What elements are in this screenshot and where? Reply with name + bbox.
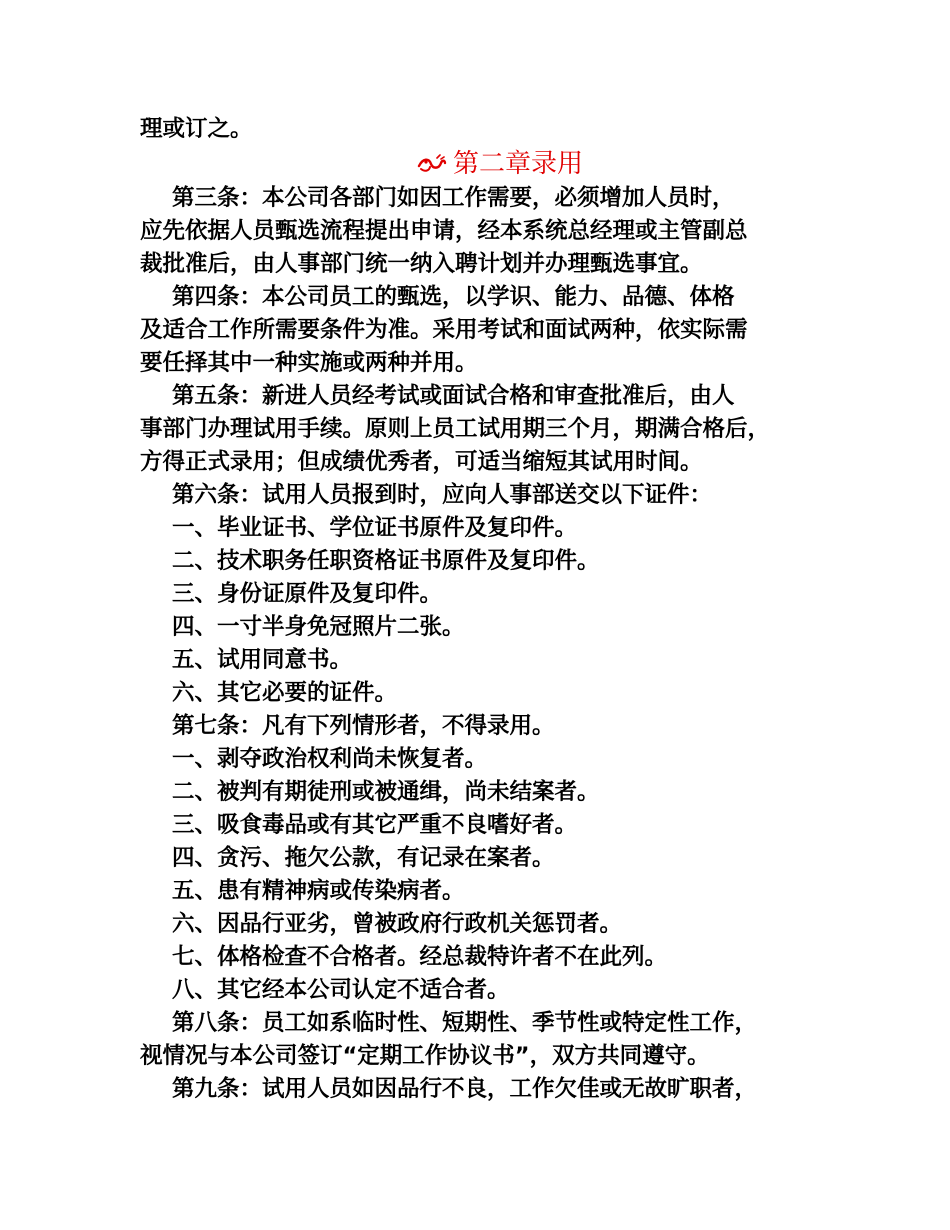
text-line: 七、体格检查不合格者。经总裁特许者不在此列。 bbox=[172, 944, 668, 970]
dragon-ornament-icon bbox=[417, 154, 447, 174]
text-line: 裁批准后，由人事部门统一纳入聘计划并办理甄选事宜。 bbox=[140, 251, 703, 277]
text-line: 及适合工作所需要条件为准。采用考试和面试两种，依实际需 bbox=[140, 317, 748, 343]
text-line: 要任择其中一种实施或两种并用。 bbox=[140, 350, 478, 376]
text-line: 第五条：新进人员经考试或面试合格和审查批准后，由人 bbox=[172, 383, 735, 409]
text-line: 第九条：试用人员如因品行不良，工作欠佳或无故旷职者， bbox=[172, 1076, 758, 1102]
text-line: 四、一寸半身免冠照片二张。 bbox=[172, 614, 465, 640]
text-line: 六、因品行亚劣，曾被政府行政机关惩罚者。 bbox=[172, 911, 623, 937]
text-line: 五、患有精神病或传染病者。 bbox=[172, 878, 465, 904]
text-line: 四、贪污、拖欠公款，有记录在案者。 bbox=[172, 845, 555, 871]
text-line: 方得正式录用；但成绩优秀者，可适当缩短其试用时间。 bbox=[140, 449, 703, 475]
text-line: 事部门办理试用手续。原则上员工试用期三个月，期满合格后， bbox=[140, 416, 771, 442]
text-line: 二、技术职务任职资格证书原件及复印件。 bbox=[172, 548, 600, 574]
text-line: 应先依据人员甄选流程提出申请，经本系统总经理或主管副总 bbox=[140, 218, 748, 244]
text-line: 视情况与本公司签订“定期工作协议书”，双方共同遵守。 bbox=[140, 1043, 710, 1069]
text-line: 第四条：本公司员工的甄选，以学识、能力、品德、体格 bbox=[172, 284, 735, 310]
chapter-heading-text: 第二章录用 bbox=[452, 149, 583, 179]
document-body bbox=[140, 113, 820, 1106]
text-line: 第六条：试用人员报到时，应向人事部送交以下证件： bbox=[172, 482, 713, 508]
text-line: 一、剥夺政治权利尚未恢复者。 bbox=[172, 746, 488, 772]
continuation-line: 理或订之。 bbox=[140, 116, 253, 142]
chapter-heading bbox=[140, 146, 820, 182]
text-line: 第八条：员工如系临时性、短期性、季节性或特定性工作， bbox=[172, 1010, 758, 1036]
text-line: 二、被判有期徒刑或被通缉，尚未结案者。 bbox=[172, 779, 600, 805]
text-line: 一、毕业证书、学位证书原件及复印件。 bbox=[172, 515, 578, 541]
text-line: 第七条：凡有下列情形者，不得录用。 bbox=[172, 713, 555, 739]
article-lines bbox=[140, 182, 820, 1106]
text-line: 五、试用同意书。 bbox=[172, 647, 353, 673]
text-line: 三、身份证原件及复印件。 bbox=[172, 581, 443, 607]
text-line: 三、吸食毒品或有其它严重不良嗜好者。 bbox=[172, 812, 578, 838]
text-line: 第三条：本公司各部门如因工作需要，必须增加人员时， bbox=[172, 185, 735, 211]
text-line: 八、其它经本公司认定不适合者。 bbox=[172, 977, 510, 1003]
text-line: 六、其它必要的证件。 bbox=[172, 680, 398, 706]
